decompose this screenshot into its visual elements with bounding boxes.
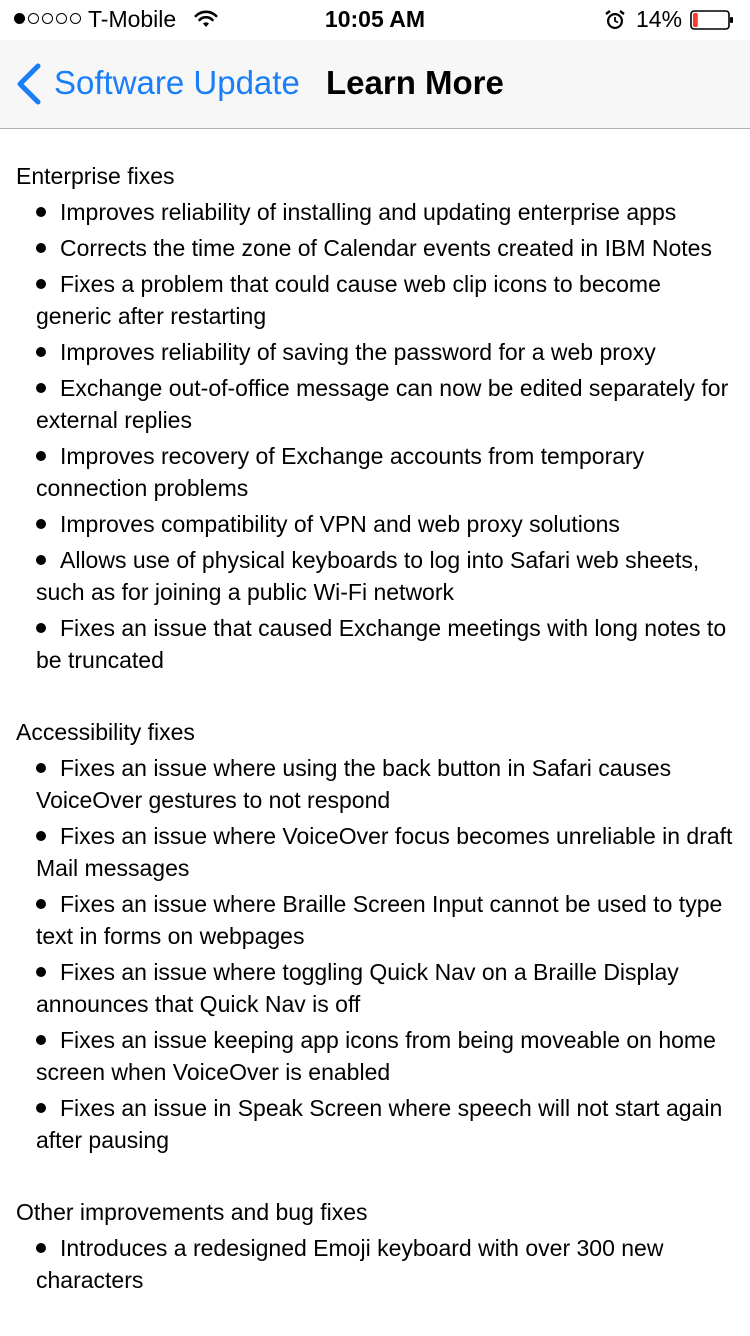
bullet-icon xyxy=(36,1243,46,1253)
clock: 10:05 AM xyxy=(324,6,426,32)
release-notes xyxy=(0,160,750,1336)
bullet-icon xyxy=(36,1035,46,1045)
list-item-text: Allows use of physical keyboards to log into Safari web sheets, such as for joining a public Wi-Fi network xyxy=(36,547,700,605)
bullet-icon xyxy=(36,243,46,253)
list-item-text: Fixes an issue where VoiceOver focus becomes unreliable in draft Mail messages xyxy=(36,823,733,881)
list-item xyxy=(0,544,750,608)
list-item-text: Improves compatibility of VPN and web proxy solutions xyxy=(60,511,620,537)
carrier-name: T-Mobile xyxy=(88,6,177,32)
list-item-text: Fixes an issue where toggling Quick Nav on a Braille Display announces that Quick Nav is off xyxy=(36,959,679,1017)
list-item-text: Fixes an issue in Speak Screen where speech will not start again after pausing xyxy=(36,1095,723,1153)
list-item xyxy=(0,232,750,264)
bullet-icon xyxy=(36,451,46,461)
section-title: Other improvements and bug fixes xyxy=(16,1199,368,1225)
list-item-text: Fixes an issue that caused Exchange meetings with long notes to be truncated xyxy=(36,615,727,673)
list-item xyxy=(0,336,750,368)
list-item-text: Improves reliability of saving the password for a web proxy xyxy=(60,339,656,365)
alarm-icon xyxy=(604,9,626,31)
bullet-icon xyxy=(36,899,46,909)
list-item xyxy=(0,196,750,228)
bullet-icon xyxy=(36,383,46,393)
status-bar xyxy=(0,0,750,40)
list-item xyxy=(0,956,750,1020)
list-item xyxy=(0,752,750,816)
list-item xyxy=(0,1024,750,1088)
item-list xyxy=(0,752,750,1156)
bullet-icon xyxy=(36,623,46,633)
section-title: Accessibility fixes xyxy=(16,719,195,745)
bullet-icon xyxy=(36,1103,46,1113)
bullet-icon xyxy=(36,763,46,773)
section-accessibility-fixes xyxy=(0,716,750,1156)
list-item xyxy=(0,1092,750,1156)
list-item xyxy=(0,508,750,540)
page-title: Learn More xyxy=(326,64,504,101)
list-item-text: Improves reliability of installing and updating enterprise apps xyxy=(60,199,677,225)
item-list xyxy=(0,1232,750,1296)
section-title: Enterprise fixes xyxy=(16,163,175,189)
section-other-improvements xyxy=(0,1196,750,1296)
item-list xyxy=(0,196,750,676)
bullet-icon xyxy=(36,347,46,357)
bullet-icon xyxy=(36,831,46,841)
bullet-icon xyxy=(36,519,46,529)
back-button[interactable]: Software Update xyxy=(54,64,300,101)
list-item-text: Fixes an issue where using the back button in Safari causes VoiceOver gestures to not respond xyxy=(36,755,672,813)
battery-icon xyxy=(690,10,734,30)
list-item xyxy=(0,372,750,436)
list-item xyxy=(0,268,750,332)
list-item-text: Introduces a redesigned Emoji keyboard with over 300 new characters xyxy=(36,1235,664,1293)
section-enterprise-fixes xyxy=(0,160,750,676)
navigation-bar xyxy=(0,40,750,129)
back-chevron-icon[interactable] xyxy=(14,62,44,106)
battery-fill xyxy=(693,13,698,27)
list-item-text: Fixes an issue keeping app icons from being moveable on home screen when VoiceOver is enabled xyxy=(36,1027,716,1085)
list-item xyxy=(0,440,750,504)
list-item xyxy=(0,888,750,952)
list-item-text: Fixes an issue where Braille Screen Input cannot be used to type text in forms on webpages xyxy=(36,891,723,949)
list-item-text: Improves recovery of Exchange accounts from temporary connection problems xyxy=(36,443,645,501)
bullet-icon xyxy=(36,279,46,289)
battery-percentage: 14% xyxy=(636,6,683,32)
list-item xyxy=(0,1232,750,1296)
list-item-text: Exchange out-of-office message can now be edited separately for external replies xyxy=(36,375,729,433)
bullet-icon xyxy=(36,967,46,977)
list-item xyxy=(0,612,750,676)
bullet-icon xyxy=(36,555,46,565)
list-item xyxy=(0,820,750,884)
list-item-text: Fixes a problem that could cause web clip icons to become generic after restarting xyxy=(36,271,661,329)
list-item-text: Corrects the time zone of Calendar events created in IBM Notes xyxy=(60,235,712,261)
bullet-icon xyxy=(36,207,46,217)
